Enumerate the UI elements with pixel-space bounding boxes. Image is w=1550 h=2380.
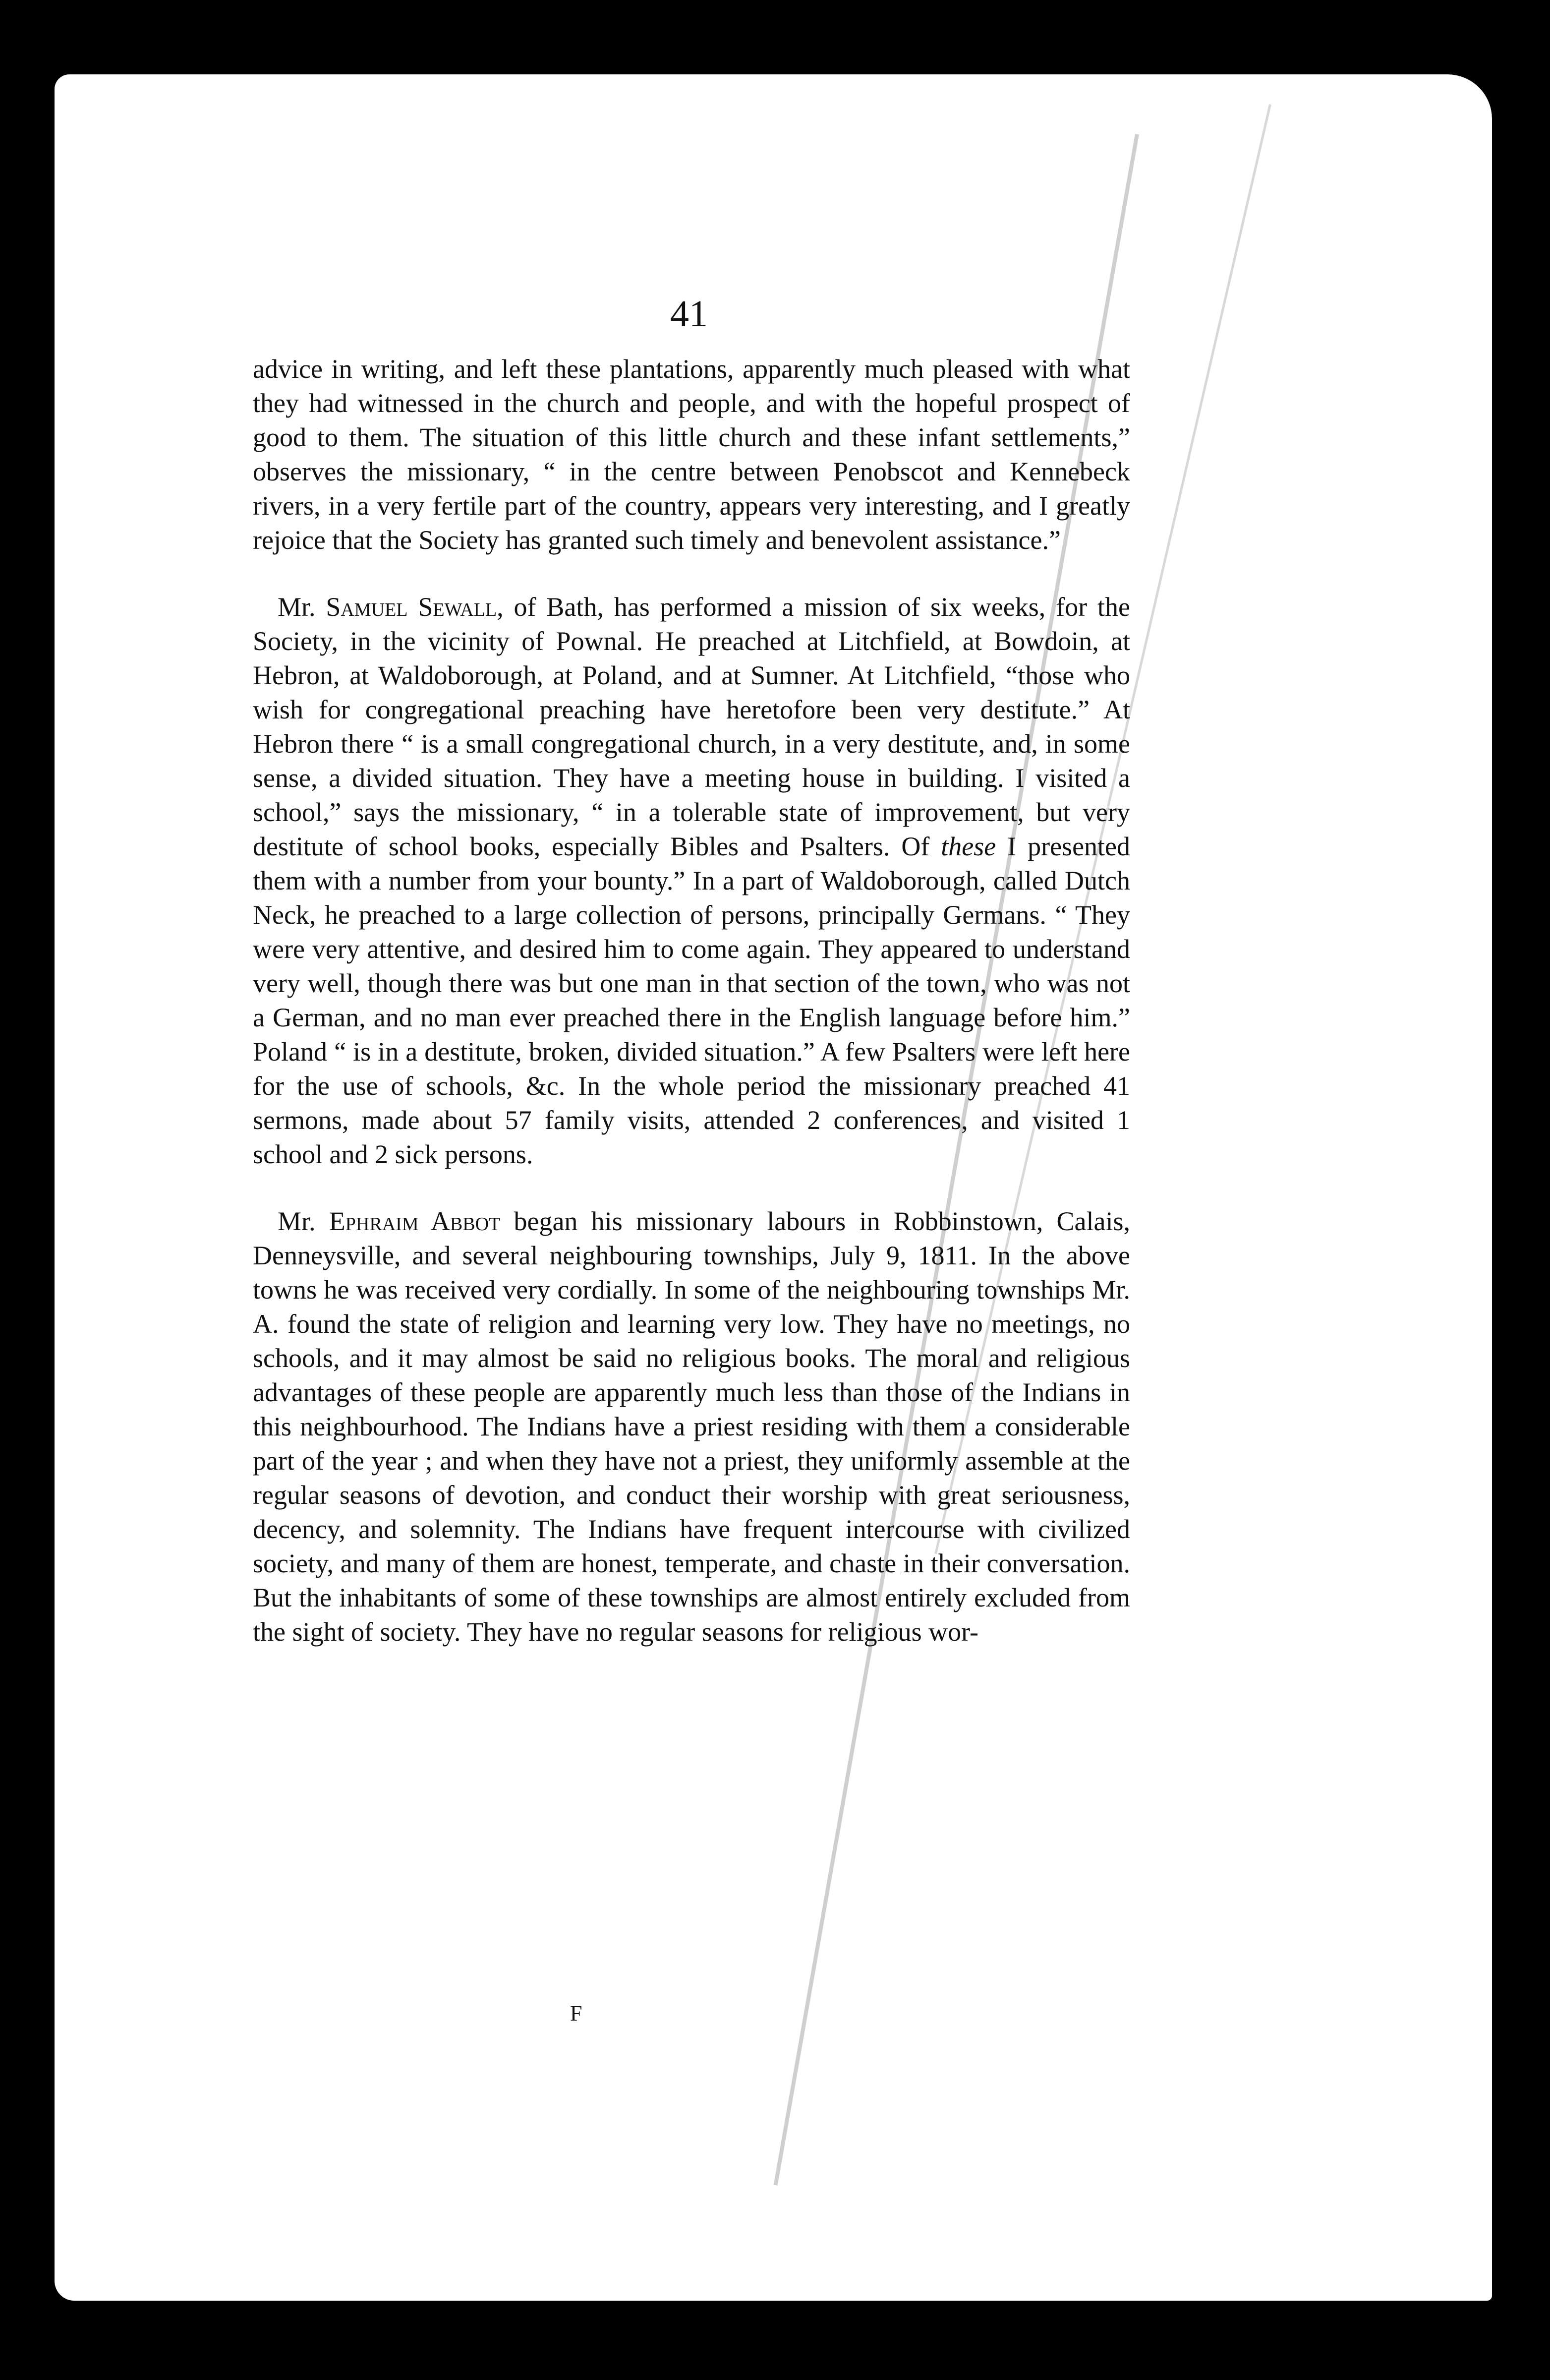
text-run: , of Bath, has performed a mission of six weeks, for the Society, in the vicinity of Pownal. He preached at Litchfield, at Bowdoin, at Hebron, at Waldoborough, at Poland, and at Sumner. At Litchfield, “those who wish for congregational preaching have heretofore been very destitute.” At Hebron there “ is a small congregational church, in a very destitute, and, in some sense, a divided situation. They have a meeting house in building. I visited a school,” says the missionary, “ in a tolerable state of improvement, but very destitute of school books, especially Bibles and Psalters. Of [253, 592, 1130, 861]
text-run: I presented them with a number from your bounty.” In a part of Waldoborough, called Dutch Neck, he preached to a large collection of persons, principally Germans. “ They were very attentive, and desired him to come again. They appeared to understand very well, though there was but one man in that section of the town, who was not a German, and no man ever preached there in the English language before him.” Poland “ is in a destitute, broken, divided situation.” A few Psalters were left here for the use of schools, &c. In the whole period the missionary preached 41 sermons, made about 57 family visits, attended 2 conferences, and visited 1 school and 2 sick persons. [253, 832, 1131, 1169]
text-run: advice in writing, and left these plantations, apparently much pleased with what they had witnessed in the church and people, and with the hopeful prospect of good to them. The situation of this little church and these infant settlements,” observes the missionary, “ in the centre between Penobscot and Kennebeck rivers, in a very fertile part of the country, appears very interesting, and I greatly rejoice that the Society has granted such timely and benevolent assistance.” [253, 354, 1130, 555]
body-text [253, 352, 1130, 1649]
paragraph [253, 352, 1130, 557]
paragraph [253, 1204, 1130, 1649]
text-run: Mr. [278, 1206, 329, 1236]
document-page [55, 74, 1492, 2301]
person-name: Ephraim Abbot [329, 1206, 501, 1236]
signature-mark: F [570, 2001, 582, 2025]
person-name: Samuel Sewall [326, 592, 497, 622]
text-run: Mr. [278, 592, 326, 622]
emphasis-text: these [941, 832, 996, 861]
page-number: 41 [670, 293, 708, 335]
paragraph [253, 590, 1130, 1172]
text-run: began his missionary labours in Robbinstown, Calais, Denneysville, and several neighbouring townships, July 9, 1811. In the above towns he was received very cordially. In some of the neighbouring townships Mr. A. found the state of religion and learning very low. They have no meetings, no schools, and it may almost be said no religious books. The moral and religious advantages of these people are apparently much less than those of the Indians in this neighbourhood. The Indians have a priest residing with them a considerable part of the year ; and when they have not a priest, they uniformly assemble at the regular seasons of devotion, and conduct their worship with great seriousness, decency, and solemnity. The Indians have frequent intercourse with civilized society, and many of them are honest, temperate, and chaste in their conversation. But the inhabitants of some of these townships are almost entirely excluded from the sight of society. They have no regular seasons for religious wor- [253, 1206, 1130, 1647]
